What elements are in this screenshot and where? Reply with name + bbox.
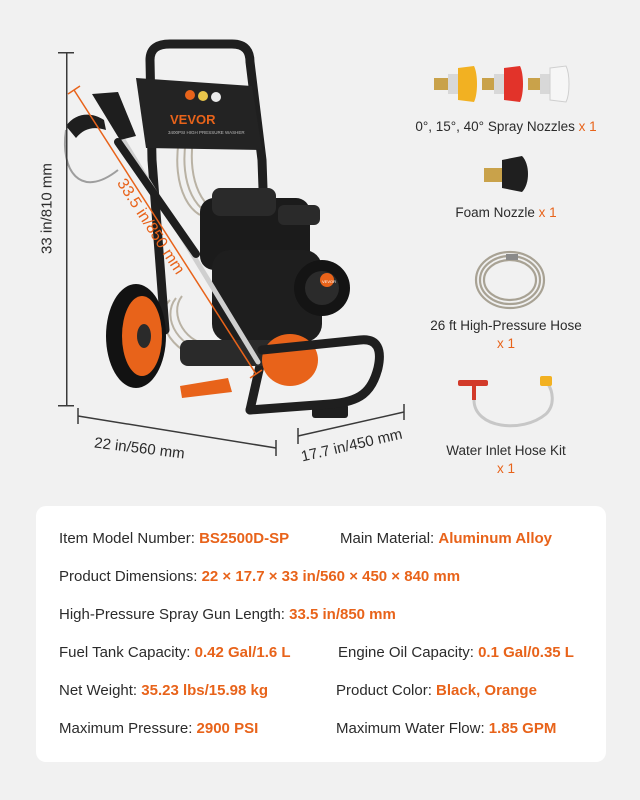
spec-color: Product Color: Black, Orange — [336, 682, 537, 699]
high-pressure-hose-caption: 26 ft High-Pressure Hose — [430, 318, 582, 333]
panel-label: 3400PSI HIGH PRESSURE WASHER — [168, 130, 245, 135]
water-inlet-hose-image — [452, 372, 572, 434]
spec-fuel-tank: Fuel Tank Capacity: 0.42 Gal/1.6 L — [59, 644, 291, 661]
pressure-washer-illustration — [0, 0, 420, 480]
spec-max-water-flow: Maximum Water Flow: 1.85 GPM — [336, 720, 557, 737]
width-dimension-label: 22 in/560 mm — [93, 434, 186, 463]
spec-gun-length: High-Pressure Spray Gun Length: 33.5 in/850 mm — [59, 606, 396, 623]
spray-nozzles-image — [430, 60, 580, 110]
spec-net-weight: Net Weight: 35.23 lbs/15.98 kg — [59, 682, 269, 699]
engine-badge: VEVOR — [322, 279, 337, 284]
engine — [200, 188, 350, 342]
wheel — [106, 284, 166, 388]
control-panel — [136, 78, 262, 150]
spray-nozzles-caption: 0°, 15°, 40° Spray Nozzles x 1 — [415, 119, 597, 134]
water-inlet-hose-qty: x 1 — [496, 461, 515, 476]
white-nozzle — [528, 66, 569, 102]
water-inlet-hose-caption: Water Inlet Hose Kit — [446, 443, 566, 458]
brand-label: VEVOR — [170, 112, 216, 127]
height-dim-line — [66, 52, 68, 406]
depth-dimension-label: 17.7 in/450 mm — [299, 425, 404, 466]
spec-material: Main Material: Aluminum Alloy — [340, 530, 552, 547]
specifications-panel — [36, 506, 606, 762]
high-pressure-hose-image — [466, 244, 556, 314]
foam-nozzle-caption: Foam Nozzle x 1 — [455, 205, 557, 220]
yellow-nozzle — [434, 66, 477, 102]
spec-model: Item Model Number: BS2500D-SP — [59, 530, 290, 547]
red-nozzle — [482, 66, 523, 102]
high-pressure-hose-qty: x 1 — [496, 336, 515, 351]
spec-engine-oil: Engine Oil Capacity: 0.1 Gal/0.35 L — [338, 644, 574, 661]
foam-nozzle-image — [480, 152, 540, 196]
spec-max-pressure: Maximum Pressure: 2900 PSI — [59, 720, 259, 737]
gun-length-dimension-label: 33.5 in/850 mm — [113, 175, 188, 278]
spec-dimensions: Product Dimensions: 22 × 17.7 × 33 in/560 × 450 × 840 mm — [59, 568, 461, 585]
height-dimension-label: 33 in/810 mm — [38, 163, 56, 254]
